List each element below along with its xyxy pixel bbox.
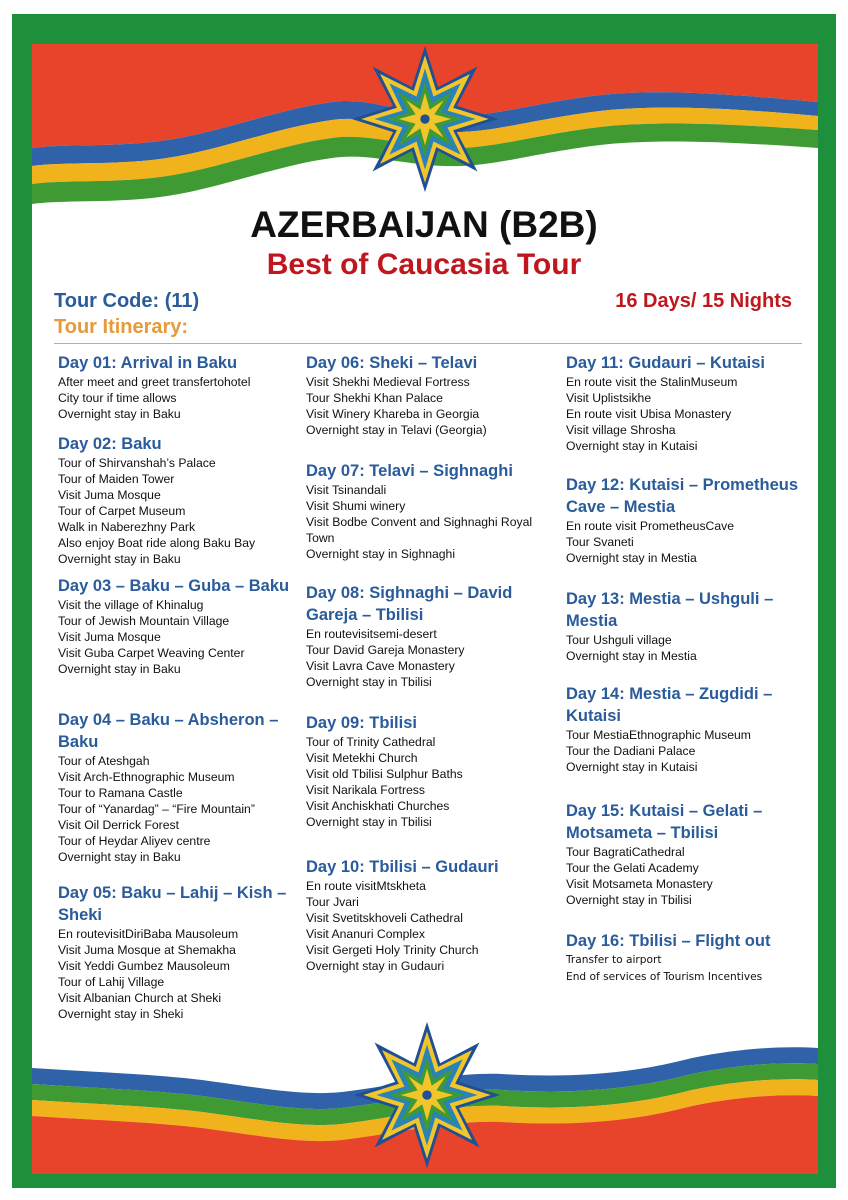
day-title: Day 09: Tbilisi (306, 714, 417, 732)
day-item: Visit Shumi winery (306, 499, 406, 513)
day-item: Visit old Tbilisi Sulphur Baths (306, 767, 463, 781)
day-section (58, 882, 294, 1022)
day-title: Day 15: Kutaisi – Gelati – Motsameta – Tbilisi (566, 802, 763, 842)
day-item: En routevisitDiriBaba Mausoleum (58, 927, 239, 941)
day-item: Tour the Dadiani Palace (566, 744, 696, 758)
day-item: Transfer to airport (566, 954, 662, 966)
day-item: Tour of Ateshgah (58, 754, 150, 768)
day-section (306, 712, 556, 830)
day-section (566, 588, 816, 664)
day-section (306, 352, 556, 438)
day-item: Visit Motsameta Monastery (566, 877, 713, 891)
day-section (566, 474, 816, 566)
day-title: Day 10: Tbilisi – Gudauri (306, 858, 499, 876)
day-item: Overnight stay in Gudauri (306, 959, 445, 973)
day-item: End of services of Tourism Incentives (566, 971, 763, 983)
day-item: Visit the village of Khinalug (58, 598, 204, 612)
day-item: Tour of Carpet Museum (58, 504, 186, 518)
day-title: Day 16: Tbilisi – Flight out (566, 932, 771, 950)
day-item: Visit Metekhi Church (306, 751, 418, 765)
day-title: Day 01: Arrival in Baku (58, 354, 238, 372)
day-title: Day 02: Baku (58, 435, 162, 453)
day-title: Day 11: Gudauri – Kutaisi (566, 354, 765, 372)
day-item: En routevisitsemi-desert (306, 627, 437, 641)
day-section (58, 352, 294, 422)
day-item: Tour Svaneti (566, 535, 634, 549)
day-title: Day 05: Baku – Lahij – Kish – Sheki (58, 884, 287, 924)
day-item: Also enjoy Boat ride along Baku Bay (58, 536, 256, 550)
day-item: Tour of Shirvanshah’s Palace (58, 456, 216, 470)
day-item: Visit Ananuri Complex (306, 927, 425, 941)
page-title: AZERBAIJAN (B2B) (250, 204, 598, 245)
day-section (566, 800, 816, 908)
day-item: Visit Arch-Ethnographic Museum (58, 770, 235, 784)
day-item: Visit village Shrosha (566, 423, 676, 437)
day-item: Overnight stay in Sighnaghi (306, 547, 456, 561)
day-title: Day 03 – Baku – Guba – Baku (58, 577, 290, 595)
day-item: Tour of “Yanardag” – “Fire Mountain” (58, 802, 255, 816)
day-title: Day 13: Mestia – Ushguli – Mestia (566, 590, 774, 630)
day-section (306, 460, 556, 562)
tour-duration: 16 Days/ 15 Nights (615, 290, 792, 312)
day-item: City tour if time allows (58, 391, 177, 405)
day-section (58, 575, 294, 677)
itinerary-label: Tour Itinerary: (54, 316, 189, 338)
day-item: Visit Uplistsikhe (566, 391, 652, 405)
day-item: Overnight stay in Tbilisi (566, 893, 692, 907)
day-item: En route visit the StalinMuseum (566, 375, 738, 389)
day-item: Visit Juma Mosque at Shemakha (58, 943, 236, 957)
day-item: Tour Jvari (306, 895, 359, 909)
day-section (58, 709, 294, 865)
day-item: Visit Tsinandali (306, 483, 387, 497)
tour-code: Tour Code: (11) (54, 290, 200, 312)
day-title: Day 12: Kutaisi – Prometheus Cave – Mestia (566, 476, 798, 516)
star-emblem-icon (352, 1020, 502, 1170)
day-item: Visit Albanian Church at Sheki (58, 991, 222, 1005)
day-section (58, 433, 294, 567)
day-item: Overnight stay in Kutaisi (566, 439, 698, 453)
day-section (566, 352, 816, 454)
day-item: Overnight stay in Mestia (566, 649, 697, 663)
day-section (566, 930, 816, 986)
day-item: Tour of Trinity Cathedral (306, 735, 436, 749)
day-item: Tour Ushguli village (566, 633, 672, 647)
day-item: Walk in Naberezhny Park (58, 520, 196, 534)
day-item: Visit Juma Mosque (58, 488, 161, 502)
day-item: Tour to Ramana Castle (58, 786, 183, 800)
day-title: Day 04 – Baku – Absheron – Baku (58, 711, 279, 751)
day-item: Tour Shekhi Khan Palace (306, 391, 443, 405)
day-item: En route visit PrometheusCave (566, 519, 734, 533)
star-emblem-icon (345, 44, 505, 194)
day-title: Day 08: Sighnaghi – David Gareja – Tbilisi (306, 584, 513, 624)
day-item: Overnight stay in Tbilisi (306, 815, 432, 829)
day-item: Overnight stay in Tbilisi (306, 675, 432, 689)
day-item: Tour BagratiCathedral (566, 845, 685, 859)
day-item: Visit Gergeti Holy Trinity Church (306, 943, 479, 957)
day-item: Overnight stay in Baku (58, 552, 181, 566)
day-item: Visit Juma Mosque (58, 630, 161, 644)
day-item: Overnight stay in Baku (58, 662, 181, 676)
day-item: Visit Lavra Cave Monastery (306, 659, 455, 673)
day-item: En route visit Ubisa Monastery (566, 407, 732, 421)
day-title: Day 07: Telavi – Sighnaghi (306, 462, 513, 480)
page-subtitle: Best of Caucasia Tour (266, 248, 582, 281)
day-item: Visit Narikala Fortress (306, 783, 425, 797)
day-item: Overnight stay in Sheki (58, 1007, 184, 1021)
day-item: Visit Winery Khareba in Georgia (306, 407, 480, 421)
day-item: Visit Anchiskhati Churches (306, 799, 450, 813)
day-item: Tour of Lahij Village (58, 975, 165, 989)
day-item: Tour David Gareja Monastery (306, 643, 465, 657)
day-item: Visit Shekhi Medieval Fortress (306, 375, 470, 389)
day-section (306, 856, 556, 974)
day-item: Overnight stay in Baku (58, 407, 181, 421)
day-item: Overnight stay in Telavi (Georgia) (306, 423, 487, 437)
day-item: Tour of Jewish Mountain Village (58, 614, 230, 628)
day-item: After meet and greet transfertohotel (58, 375, 251, 389)
day-item: Overnight stay in Mestia (566, 551, 697, 565)
day-item: Visit Svetitskhoveli Cathedral (306, 911, 463, 925)
day-item: Overnight stay in Baku (58, 850, 181, 864)
day-item: Visit Guba Carpet Weaving Center (58, 646, 245, 660)
day-section (306, 582, 556, 690)
day-item: Overnight stay in Kutaisi (566, 760, 698, 774)
day-item: Tour the Gelati Academy (566, 861, 699, 875)
day-item: Tour of Maiden Tower (58, 472, 175, 486)
day-item: Tour MestiaEthnographic Museum (566, 728, 751, 742)
day-item: Visit Bodbe Convent and Sighnaghi Royal Town (306, 515, 533, 545)
day-section (566, 683, 816, 775)
day-item: Visit Yeddi Gumbez Mausoleum (58, 959, 230, 973)
divider (54, 343, 802, 344)
day-title: Day 14: Mestia – Zugdidi – Kutaisi (566, 685, 773, 725)
day-item: Tour of Heydar Aliyev centre (58, 834, 211, 848)
day-item: Visit Oil Derrick Forest (58, 818, 179, 832)
day-item: En route visitMtskheta (306, 879, 426, 893)
day-title: Day 06: Sheki – Telavi (306, 354, 478, 372)
